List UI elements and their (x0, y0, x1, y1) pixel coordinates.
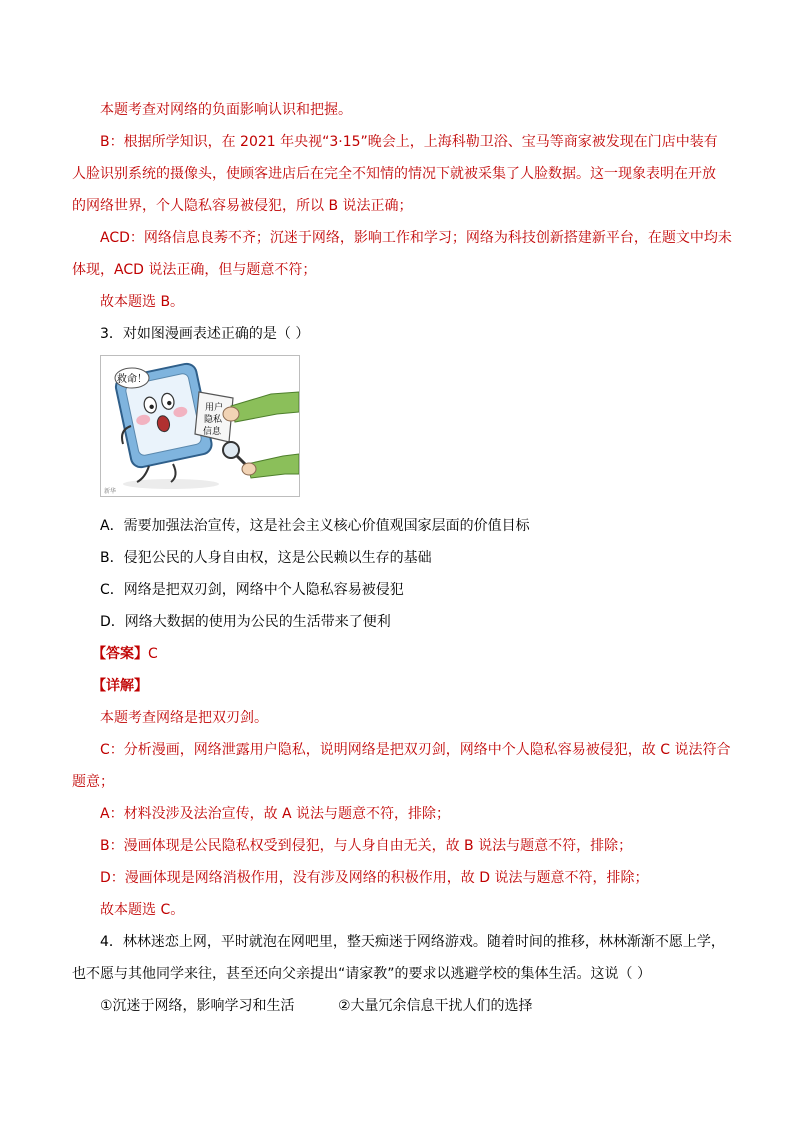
cartoon-image (100, 355, 300, 497)
explanation-acd-line1: ACD：网络信息良莠不齐；沉迷于网络，影响工作和学习；网络为科技创新搭建新平台，在题文中均未 (100, 230, 732, 246)
cartoon-illustration (101, 356, 299, 496)
explanation-intro: 本题考查对网络的负面影响认识和把握。 (100, 102, 352, 118)
speech-bubble-text: 救命！ (117, 374, 147, 385)
cartoon-caption: 新华 (104, 488, 117, 495)
option-c: C．网络是把双刃剑，网络中个人隐私容易被侵犯 (100, 582, 404, 598)
question4-stem-line2: 也不愿与其他同学来往，甚至还向父亲提出“请家教”的要求以逃避学校的集体生活。这说（ ） (72, 966, 651, 982)
tag-line-1: 用户 (204, 403, 224, 413)
explanation-b-line1: B：根据所学知识，在 2021 年央视“3·15”晚会上，上海科勒卫浴、宝马等商家被发现在门店中装有 (100, 134, 718, 150)
detail-c-line1: C：分析漫画，网络泄露用户隐私，说明网络是把双刃剑，网络中个人隐私容易被侵犯，故 C 说法符合 (100, 742, 731, 758)
option-a: A．需要加强法治宣传，这是社会主义核心价值观国家层面的价值目标 (100, 518, 530, 534)
detail-d: D：漫画体现是网络消极作用，没有涉及网络的积极作用，故 D 说法与题意不符，排除； (100, 870, 649, 886)
tag-line-3: 信息 (202, 427, 222, 437)
detail-conclusion: 故本题选 C。 (100, 902, 185, 918)
detail-c-line2: 题意； (72, 774, 114, 790)
detail-a: A：材料没涉及法治宣传，故 A 说法与题意不符，排除； (100, 806, 451, 822)
question4-item-2: ②大量冗余信息干扰人们的选择 (338, 998, 533, 1014)
answer-value: C (148, 646, 158, 662)
detail-intro: 本题考查网络是把双刃剑。 (100, 710, 268, 726)
question4-item-1: ①沉迷于网络，影响学习和生活 (100, 998, 295, 1014)
option-b: B．侵犯公民的人身自由权，这是公民赖以生存的基础 (100, 550, 432, 566)
tag-line-2: 隐私 (203, 415, 223, 425)
option-d: D．网络大数据的使用为公民的生活带来了便利 (100, 614, 391, 630)
question3-stem: 3．对如图漫画表述正确的是（ ） (100, 326, 310, 342)
explanation-acd-line2: 体现，ACD 说法正确，但与题意不符； (72, 262, 317, 278)
explanation-b-line3: 的网络世界，个人隐私容易被侵犯，所以 B 说法正确； (72, 198, 413, 214)
explanation-conclusion: 故本题选 B。 (100, 294, 185, 310)
question4-stem-line1: 4．林林迷恋上网，平时就泡在网吧里，整天痴迷于网络游戏。随着时间的推移，林林渐渐不愿上学， (100, 934, 725, 950)
answer-line (92, 644, 158, 664)
detail-b: B：漫画体现是公民隐私权受到侵犯，与人身自由无关，故 B 说法与题意不符，排除； (100, 838, 633, 854)
explanation-b-line2: 人脸识别系统的摄像头，使顾客进店后在完全不知情的情况下就被采集了人脸数据。这一现象表明在开放 (72, 166, 716, 182)
answer-label: 【答案】 (92, 646, 148, 662)
detail-label: 【详解】 (92, 678, 148, 694)
